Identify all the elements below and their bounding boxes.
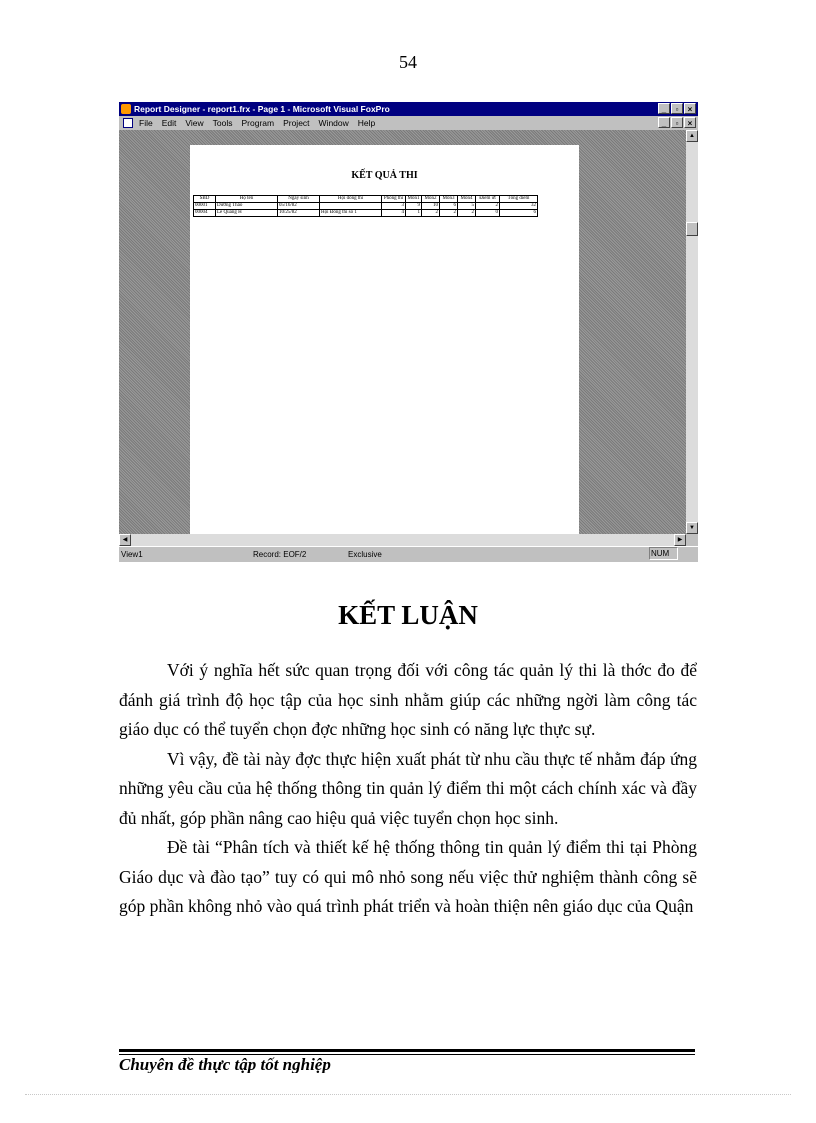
doc-restore-button[interactable]: ▫	[671, 117, 683, 128]
menu-program[interactable]: Program	[241, 118, 275, 128]
table-cell: Lê Quang H	[216, 210, 278, 217]
footer-rule	[119, 1049, 695, 1052]
report-designer-screenshot	[119, 102, 698, 562]
table-cell: Hội Đồng thi số 1	[320, 210, 382, 217]
report-preview-page	[190, 145, 579, 534]
status-mode: Exclusive	[348, 550, 382, 559]
window-titlebar	[119, 102, 698, 116]
doc-minimize-button[interactable]: _	[658, 117, 670, 128]
table-cell: 32	[500, 203, 538, 210]
maximize-button[interactable]: ▫	[671, 103, 683, 114]
column-header: Điểm ưt	[476, 196, 500, 203]
foxpro-app-icon	[121, 104, 131, 114]
menu-project[interactable]: Project	[283, 118, 310, 128]
body-text	[119, 656, 697, 922]
menu-tools[interactable]: Tools	[212, 118, 233, 128]
close-button[interactable]: ×	[684, 103, 696, 114]
scroll-right-icon[interactable]: ▶	[674, 534, 686, 546]
status-num-indicator: NUM	[649, 547, 678, 560]
table-cell: 00004	[194, 210, 216, 217]
status-bar	[119, 546, 698, 562]
paragraph: Vì vậy, đề tài này đợc thực hiện xuất phát từ nhu cầu thực tế nhằm đáp ứng những yêu cầu của hệ thống thông tin quản lý điểm thi một cách chính xác và đầy đủ nhất, góp phần nâng cao hiệu quả việc tuyển chọn học sinh.	[119, 748, 697, 828]
table-row	[194, 203, 538, 210]
paragraph: Đề tài “Phân tích và thiết kế hệ thống thông tin quản lý điểm thi tại Phòng Giáo dục và đào tạo” tuy có qui mô nhỏ song nếu việc thử nghiệm thành công sẽ góp phần không nhỏ vào quá trình phát triển và hoàn thiện nên giáo dục của Quận	[119, 837, 697, 916]
menu-file[interactable]: File	[139, 118, 153, 128]
table-cell: 1	[406, 210, 422, 217]
table-cell: 05/16/82	[278, 203, 320, 210]
page-bottom-border	[25, 1094, 791, 1095]
column-header: SBD	[194, 196, 216, 203]
scroll-down-icon[interactable]: ▼	[686, 522, 698, 534]
table-cell: 6	[500, 210, 538, 217]
table-cell: 10	[422, 203, 440, 210]
table-cell: 00001	[194, 203, 216, 210]
minimize-button[interactable]: _	[658, 103, 670, 114]
scroll-thumb[interactable]	[686, 222, 698, 236]
report-table	[193, 195, 538, 217]
table-row	[194, 210, 538, 217]
horizontal-scrollbar[interactable]	[119, 534, 686, 546]
section-heading: KẾT LUẬN	[338, 600, 478, 630]
status-view: View1	[121, 550, 143, 559]
table-cell: 2	[440, 210, 458, 217]
column-header: Môn3	[440, 196, 458, 203]
paragraph: Với ý nghĩa hết sức quan trọng đối với công tác quản lý thi là thớc đo để đánh giá trình độ học tập của học sinh nhằm giúp các những ngời làm công tác giáo dục có thể tuyển chọn đợc những học sinh có năng lực thực sự.	[119, 660, 697, 739]
table-cell: 4	[382, 210, 406, 217]
window-title: Report Designer - report1.frx - Page 1 - Microsoft Visual FoxPro	[134, 104, 390, 114]
footer-text: Chuyên đề thực tập tốt nghiệp	[119, 1055, 331, 1073]
column-header: Môn2	[422, 196, 440, 203]
menu-bar	[119, 116, 698, 130]
menu-edit[interactable]: Edit	[161, 118, 177, 128]
table-cell: 2	[476, 203, 500, 210]
table-cell: 6	[440, 203, 458, 210]
table-cell: 2	[458, 210, 476, 217]
page-number: 54	[399, 52, 417, 72]
column-header: Họ tên	[216, 196, 278, 203]
column-header: Hội đồng thi	[320, 196, 382, 203]
document-icon	[123, 118, 133, 128]
status-record: Record: EOF/2	[253, 550, 307, 559]
scroll-left-icon[interactable]: ◀	[119, 534, 131, 546]
column-header: Ngày sinh	[278, 196, 320, 203]
table-cell: 0	[476, 210, 500, 217]
column-header: Phòng thi	[382, 196, 406, 203]
menu-view[interactable]: View	[185, 118, 204, 128]
report-workspace	[119, 130, 686, 534]
table-cell: 5	[458, 203, 476, 210]
menu-help[interactable]: Help	[357, 118, 376, 128]
menu-window[interactable]: Window	[318, 118, 349, 128]
report-title: KẾT QUẢ THI	[351, 170, 418, 181]
table-cell: 10/25/82	[278, 210, 320, 217]
table-cell: 3	[382, 203, 406, 210]
table-cell: 9	[406, 203, 422, 210]
column-header: Môn1	[406, 196, 422, 203]
table-cell: Dương Thảo	[216, 203, 278, 210]
column-header: Môn4	[458, 196, 476, 203]
doc-close-button[interactable]: ×	[684, 117, 696, 128]
column-header: Tổng điểm	[500, 196, 538, 203]
table-cell	[320, 203, 382, 210]
table-header-row	[194, 196, 538, 203]
scroll-up-icon[interactable]: ▲	[686, 130, 698, 142]
vertical-scrollbar[interactable]	[686, 130, 698, 534]
table-cell: 2	[422, 210, 440, 217]
